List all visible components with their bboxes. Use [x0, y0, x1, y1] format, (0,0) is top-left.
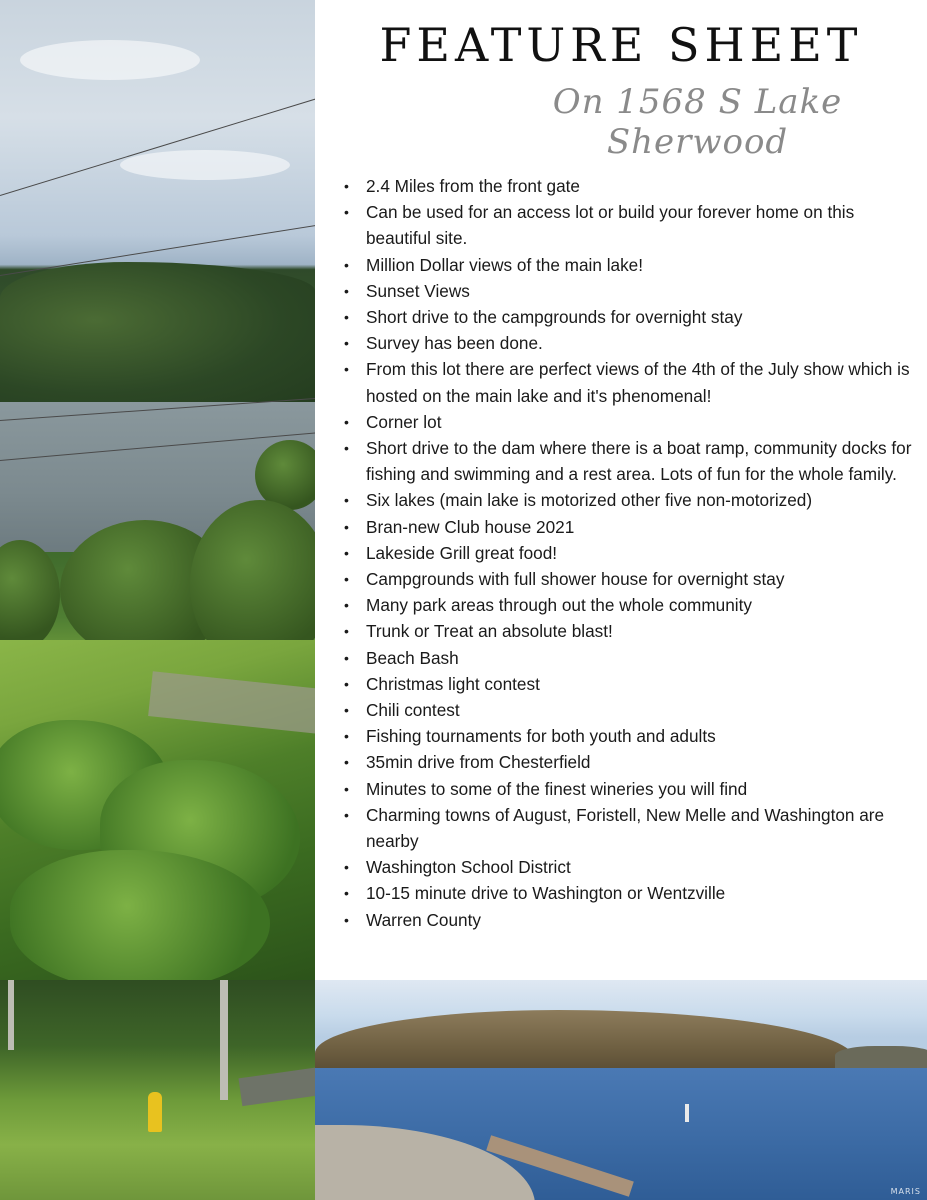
- bullet-icon: •: [344, 754, 349, 771]
- lake-shore-photo: [315, 980, 927, 1200]
- feature-item: [344, 671, 919, 697]
- feature-item: [344, 173, 919, 199]
- feature-text: Warren County: [366, 909, 481, 930]
- bullet-icon: •: [344, 282, 349, 299]
- buoy-post: [685, 1104, 689, 1122]
- feature-item: [344, 723, 919, 749]
- feature-item: [344, 566, 919, 592]
- feature-item: [344, 514, 919, 540]
- bullet-icon: •: [344, 675, 349, 692]
- hydrant-woods-photo: [0, 980, 315, 1200]
- bullet-icon: •: [344, 623, 349, 640]
- bullet-icon: •: [344, 544, 349, 561]
- feature-text: Minutes to some of the finest wineries you will find: [366, 778, 748, 799]
- feature-item: [344, 278, 919, 304]
- feature-text: From this lot there are perfect views of the 4th of the July show which is hosted on the main lake and it's phenomenal!: [366, 359, 910, 406]
- feature-text: Christmas light contest: [366, 673, 540, 694]
- feature-item: [344, 618, 919, 644]
- feature-item: [344, 697, 919, 723]
- feature-item: [344, 252, 919, 278]
- bullet-icon: •: [344, 440, 349, 457]
- bullet-icon: •: [344, 178, 349, 194]
- bullet-icon: •: [344, 859, 349, 876]
- feature-text: 2.4 Miles from the front gate: [366, 176, 580, 196]
- utility-pole: [220, 980, 228, 1100]
- bullet-icon: •: [344, 571, 349, 588]
- feature-item: [344, 330, 919, 356]
- bullet-icon: •: [344, 649, 349, 666]
- feature-item: [344, 199, 919, 251]
- bullet-icon: •: [344, 309, 349, 326]
- feature-item: [344, 645, 919, 671]
- power-line: [0, 99, 315, 196]
- page-subtitle: On 1568 S Lake Sherwood: [552, 82, 843, 162]
- feature-text: Sunset Views: [366, 280, 470, 301]
- feature-text: Many park areas through out the whole community: [366, 595, 752, 616]
- feature-item: [344, 776, 919, 802]
- wooded-hill: [0, 262, 315, 407]
- feature-item: [344, 540, 919, 566]
- bullet-icon: •: [344, 728, 349, 745]
- feature-text: Beach Bash: [366, 647, 459, 668]
- lake-view-photo: [0, 0, 315, 980]
- feature-text: Charming towns of August, Foristell, New Melle and Washington are nearby: [366, 804, 885, 852]
- feature-item: [344, 435, 919, 487]
- feature-item: [344, 487, 919, 513]
- distant-ridge: [835, 1046, 927, 1070]
- feature-item: [344, 409, 919, 435]
- feature-text: 35min drive from Chesterfield: [366, 752, 591, 773]
- wooded-ridge: [315, 1010, 855, 1072]
- feature-text: Survey has been done.: [366, 333, 543, 354]
- bullet-icon: •: [344, 413, 349, 430]
- bullet-icon: •: [344, 335, 349, 352]
- feature-text: 10-15 minute drive to Washington or Wentzville: [366, 883, 726, 904]
- feature-item: [344, 907, 919, 933]
- fire-hydrant: [148, 1092, 162, 1132]
- feature-text: Bran-new Club house 2021: [366, 516, 575, 537]
- feature-item: [344, 854, 919, 880]
- feature-item: [344, 749, 919, 775]
- feature-text: Campgrounds with full shower house for overnight stay: [366, 569, 785, 590]
- tree: [0, 540, 60, 650]
- feature-text: Short drive to the dam where there is a boat ramp, community docks for fishing and swimming and a rest area. Lots of fun for the whole family.: [366, 438, 912, 485]
- cloud: [120, 150, 290, 180]
- feature-text: Can be used for an access lot or build your forever home on this beautiful site.: [366, 202, 855, 249]
- feature-text: Chili contest: [366, 700, 460, 721]
- cloud: [20, 40, 200, 80]
- feature-text: Six lakes (main lake is motorized other five non-motorized): [366, 490, 813, 511]
- bullet-icon: •: [344, 911, 349, 928]
- bullet-icon: •: [344, 204, 349, 221]
- bullet-icon: •: [344, 806, 349, 823]
- watermark: MARIS: [890, 1187, 921, 1196]
- feature-item: [344, 880, 919, 906]
- bullet-icon: •: [344, 597, 349, 614]
- bullet-icon: •: [344, 256, 349, 273]
- bullet-icon: •: [344, 780, 349, 797]
- bullet-icon: •: [344, 885, 349, 902]
- feature-text: Million Dollar views of the main lake!: [366, 254, 644, 275]
- bullet-icon: •: [344, 361, 349, 378]
- feature-text: Washington School District: [366, 857, 571, 878]
- page-title: FEATURE SHEET: [379, 18, 863, 72]
- bullet-icon: •: [344, 492, 349, 509]
- tree-trunk: [8, 980, 14, 1050]
- feature-item: [344, 592, 919, 618]
- feature-list: [344, 173, 919, 933]
- feature-text: Fishing tournaments for both youth and adults: [366, 726, 716, 747]
- feature-text: Lakeside Grill great food!: [366, 542, 558, 563]
- feature-text: Trunk or Treat an absolute blast!: [366, 621, 613, 642]
- feature-item: [344, 304, 919, 330]
- bullet-icon: •: [344, 518, 349, 535]
- road: [238, 1066, 315, 1106]
- bullet-icon: •: [344, 702, 349, 719]
- feature-item: [344, 802, 919, 854]
- feature-item: [344, 356, 919, 408]
- feature-text: Short drive to the campgrounds for overnight stay: [366, 307, 743, 328]
- feature-text: Corner lot: [366, 411, 442, 432]
